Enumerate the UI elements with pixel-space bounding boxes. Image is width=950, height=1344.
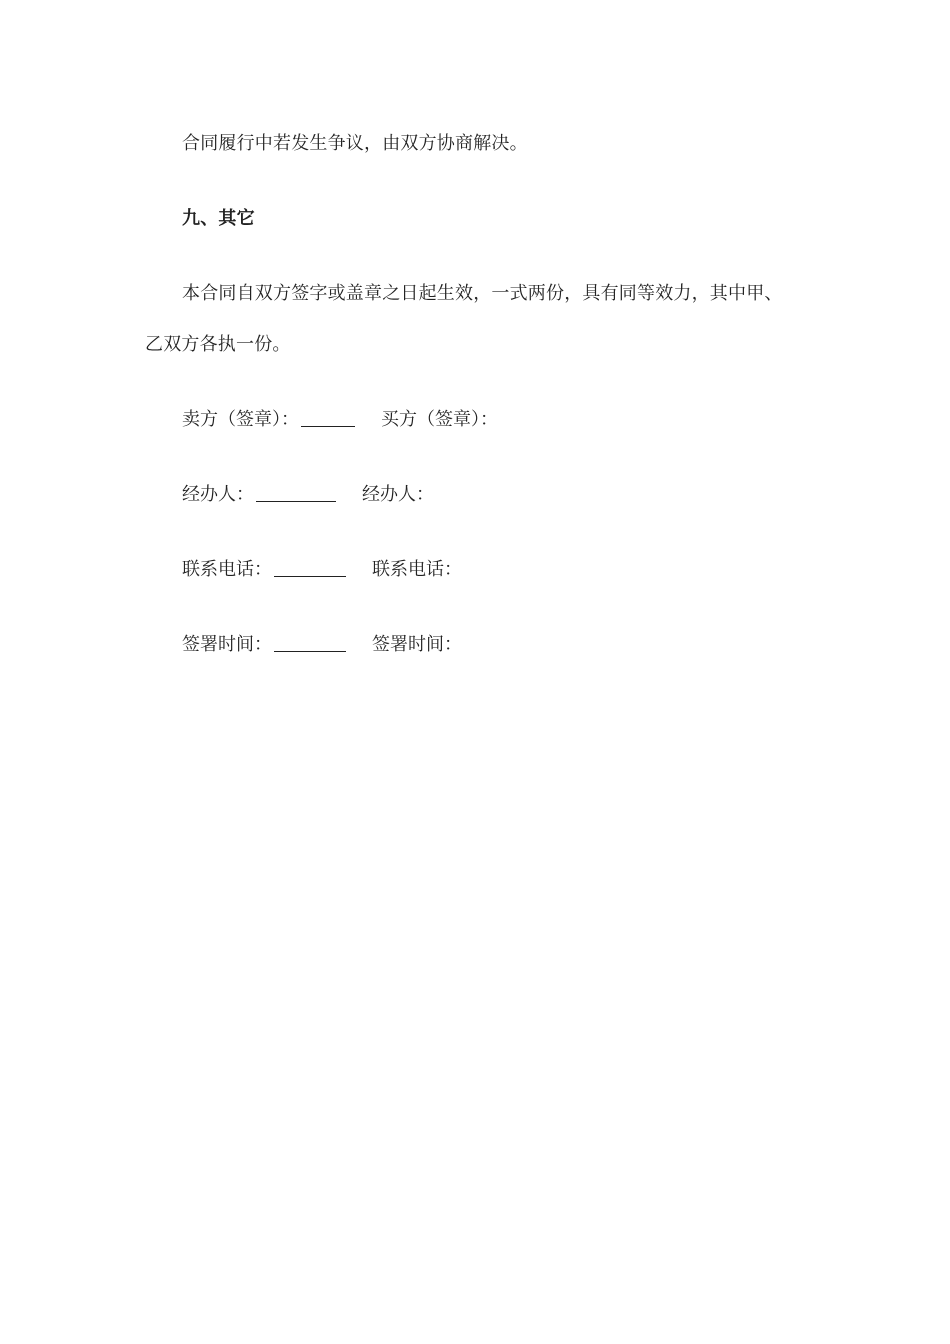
- seller-seal-blank: [301, 408, 355, 427]
- seller-date-label: 签署时间：: [182, 634, 272, 655]
- seller-agent-label: 经办人：: [182, 484, 254, 505]
- buyer-agent-label: 经办人：: [362, 484, 434, 505]
- paragraph-effect-line-1: 本合同自双方签字或盖章之日起生效，一式两份，具有同等效力，其中甲、: [182, 283, 783, 304]
- seller-phone-label: 联系电话：: [182, 559, 272, 580]
- seller-phone-blank: [274, 558, 346, 577]
- signature-row-phone: [182, 556, 462, 582]
- signature-row-seal: [182, 406, 498, 432]
- seller-date-blank: [274, 633, 346, 652]
- seller-agent-blank: [256, 483, 336, 502]
- paragraph-dispute: 合同履行中若发生争议，由双方协商解决。: [182, 133, 528, 154]
- section-heading-other: 九、其它: [182, 208, 255, 229]
- buyer-phone-label: 联系电话：: [372, 559, 462, 580]
- buyer-seal-label: 买方（签章）：: [381, 409, 498, 430]
- seller-seal-label: 卖方（签章）：: [182, 409, 299, 430]
- paragraph-effect-line-2: 乙双方各执一份。: [145, 334, 291, 355]
- buyer-date-label: 签署时间：: [372, 634, 462, 655]
- signature-row-agent: [182, 481, 434, 507]
- signature-row-date: [182, 631, 462, 657]
